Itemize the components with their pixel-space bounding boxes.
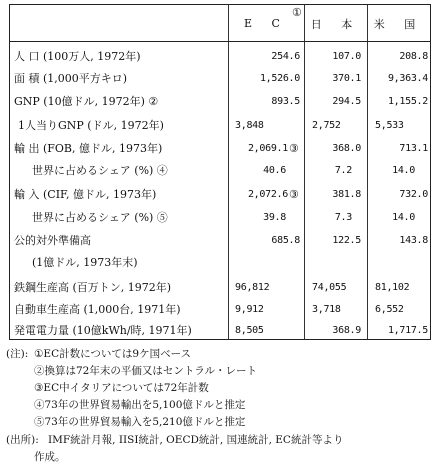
note-item: ②換算は72年末の平価又はセントラル・レート — [34, 365, 258, 377]
header-ec-footnote-mark: ① — [292, 6, 302, 19]
value-us: 1,155.2 — [387, 96, 428, 107]
table-row — [10, 116, 430, 135]
value-us: 14.0 — [392, 212, 415, 223]
value-ec: 1,526.0 — [259, 73, 300, 84]
value-japan: 368.9 — [332, 325, 361, 336]
row-label: 輸 出 (FOB, 億ドル, 1973年) — [14, 142, 163, 155]
value-ec: 40.6 — [263, 165, 286, 176]
value-ec-footnote-mark: ③ — [289, 142, 299, 155]
note-item: ④73年の世界貿易輸出を5,100億ドルと推定 — [34, 399, 246, 411]
value-ec: 96,812 — [235, 282, 270, 293]
row-label: 輸 入 (CIF, 億ドル, 1973年) — [14, 188, 157, 201]
table-row — [10, 185, 430, 204]
value-ec-footnote-mark: ③ — [289, 188, 299, 201]
value-japan: 7.3 — [334, 212, 352, 223]
source-label: (出所): — [6, 434, 39, 446]
row-label: 自動車生産高 (1,000台, 1971年) — [14, 303, 181, 316]
value-ec: 8,505 — [235, 325, 264, 336]
table-row — [10, 321, 430, 340]
header-us: 米 国 — [373, 17, 424, 31]
table-row — [10, 92, 430, 111]
value-japan: 368.0 — [332, 143, 361, 154]
value-japan: 370.1 — [332, 73, 361, 84]
value-us: 208.8 — [399, 51, 428, 62]
source-text-continued: 作成。 — [34, 451, 66, 463]
header-ec: E C — [244, 17, 288, 30]
table-row — [10, 278, 430, 297]
value-japan: 381.8 — [332, 189, 361, 200]
row-label: 公的対外準備高 — [14, 234, 91, 247]
value-japan: 122.5 — [332, 235, 361, 246]
source-text: IMF統計月報, IISI統計, OECD統計, 国連統計, EC統計等より — [48, 434, 344, 446]
value-ec: 3,848 — [235, 120, 264, 131]
row-label: 面 積 (1,000平方キロ) — [14, 72, 128, 85]
value-japan: 3,718 — [312, 304, 341, 315]
value-ec: 254.6 — [271, 51, 300, 62]
comparison-table — [9, 4, 431, 340]
row-label: 世界に占めるシェア (%) ④ — [32, 164, 168, 177]
value-japan: 2,752 — [312, 120, 341, 131]
note-item: ①EC計数については9ケ国ベース — [34, 348, 192, 360]
row-label: 鉄鋼生産高 (百万トン, 1972年) — [14, 281, 172, 294]
value-us: 5,533 — [375, 120, 404, 131]
table-row — [10, 47, 430, 66]
table-row — [10, 300, 430, 319]
value-ec: 9,912 — [235, 304, 264, 315]
table-row — [10, 231, 430, 250]
value-us: 6,552 — [375, 304, 404, 315]
value-ec: 2,069.1 — [247, 143, 288, 154]
row-label: 人 口 (100万人, 1972年) — [14, 50, 141, 63]
table-row — [10, 69, 430, 88]
note-item: ③EC中イタリアについては72年計数 — [34, 382, 209, 394]
header-japan: 日 本 — [310, 17, 361, 31]
table-row — [10, 253, 430, 272]
note-label: (注): — [6, 348, 29, 360]
value-us: 14.0 — [392, 165, 415, 176]
value-japan: 74,055 — [312, 282, 347, 293]
value-japan: 294.5 — [332, 96, 361, 107]
row-label: (1億ドル, 1973年末) — [32, 256, 138, 269]
value-ec: 893.5 — [271, 96, 300, 107]
row-label: 発電電力量 (10億kWh/時, 1971年) — [14, 324, 192, 337]
row-label: GNP (10億ドル, 1972年) ② — [14, 95, 159, 108]
table-row — [10, 161, 430, 180]
row-label: 1人当りGNP (ドル, 1972年) — [18, 119, 164, 132]
value-us: 732.0 — [399, 189, 428, 200]
row-label: 世界に占めるシェア (%) ⑤ — [32, 211, 168, 224]
value-ec: 39.8 — [263, 212, 286, 223]
table-row — [10, 208, 430, 227]
value-us: 81,102 — [375, 282, 410, 293]
value-us: 143.8 — [399, 235, 428, 246]
value-japan: 7.2 — [334, 165, 352, 176]
value-ec: 685.8 — [271, 235, 300, 246]
table-row — [10, 139, 430, 158]
note-item: ⑤73年の世界貿易輸入を5,210億ドルと推定 — [34, 416, 246, 428]
value-us: 9,363.4 — [387, 73, 428, 84]
value-japan: 107.0 — [332, 51, 361, 62]
value-ec: 2,072.6 — [247, 189, 288, 200]
value-us: 1,717.5 — [387, 325, 428, 336]
value-us: 713.1 — [399, 143, 428, 154]
table-header — [10, 5, 430, 42]
